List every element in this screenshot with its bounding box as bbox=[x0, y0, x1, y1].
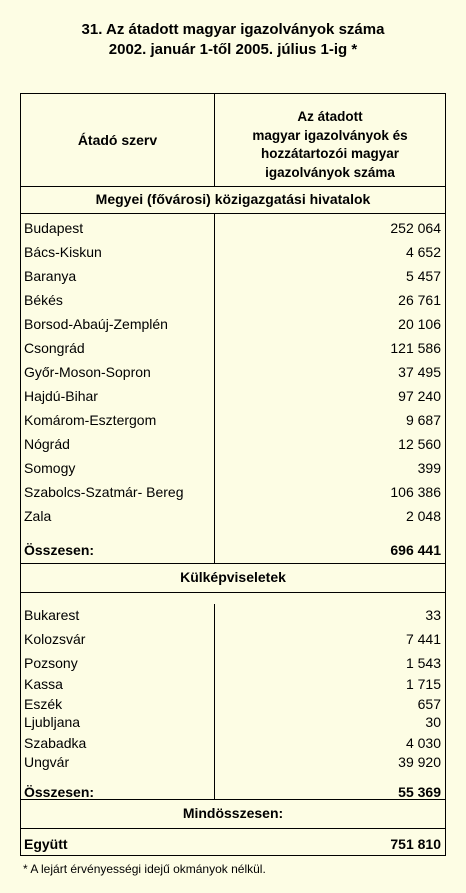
row-value: 20 106 bbox=[398, 316, 441, 332]
table-row bbox=[21, 713, 445, 731]
row-divider bbox=[21, 592, 445, 593]
grand-total-row bbox=[21, 835, 445, 853]
row-value: 252 064 bbox=[390, 220, 441, 236]
table-row bbox=[21, 411, 445, 429]
row-name: Ungvár bbox=[24, 754, 70, 770]
header-col-count-line: magyar igazolványok és bbox=[252, 127, 408, 143]
table-row bbox=[21, 695, 445, 713]
row-name: Nógrád bbox=[24, 436, 70, 452]
table-row bbox=[21, 267, 445, 285]
row-name: Somogy bbox=[24, 460, 76, 476]
county-total-row bbox=[21, 541, 445, 559]
column-divider bbox=[214, 94, 215, 186]
row-value: 37 495 bbox=[398, 364, 441, 380]
row-value: 4 030 bbox=[405, 735, 441, 751]
row-value: 55 369 bbox=[398, 784, 441, 800]
row-name: Szabadka bbox=[24, 735, 87, 751]
abroad-total-row bbox=[21, 783, 445, 801]
row-name: Borsod-Abaúj-Zemplén bbox=[24, 316, 168, 332]
row-divider bbox=[21, 563, 445, 564]
row-value: 12 560 bbox=[398, 436, 441, 452]
table-row bbox=[21, 339, 445, 357]
header-col-count-line: Az átadott bbox=[297, 109, 363, 124]
table-row bbox=[21, 654, 445, 672]
row-value: 657 bbox=[417, 696, 441, 712]
row-name: Kassa bbox=[24, 676, 63, 692]
table-row bbox=[21, 675, 445, 693]
section-grand-total: Mindösszesen: bbox=[182, 805, 284, 821]
header-col-count-line: igazolványok száma bbox=[265, 164, 395, 180]
row-value: 5 457 bbox=[405, 268, 441, 284]
row-value: 30 bbox=[425, 714, 441, 730]
row-name: Zala bbox=[24, 508, 52, 524]
row-value: 696 441 bbox=[390, 542, 441, 558]
row-name: Bács-Kiskun bbox=[24, 244, 102, 260]
table-row bbox=[21, 243, 445, 261]
row-value: 4 652 bbox=[405, 244, 441, 260]
table-title-line2: 2002. január 1-től 2005. július 1-ig * bbox=[108, 41, 358, 58]
row-value: 26 761 bbox=[398, 292, 441, 308]
row-value: 751 810 bbox=[390, 836, 441, 852]
table-row bbox=[21, 219, 445, 237]
row-value: 1 543 bbox=[405, 655, 441, 671]
data-table bbox=[20, 93, 446, 856]
row-name: Békés bbox=[24, 292, 63, 308]
row-name: Szabolcs-Szatmár- Bereg bbox=[24, 484, 184, 500]
row-name: Csongrád bbox=[24, 340, 85, 356]
table-title-line1: 31. Az átadott magyar igazolványok száma bbox=[81, 21, 385, 38]
row-name: Baranya bbox=[24, 268, 77, 284]
table-row bbox=[21, 435, 445, 453]
section-county-offices: Megyei (fővárosi) közigazgatási hivatalok bbox=[95, 191, 371, 207]
table-row bbox=[21, 363, 445, 381]
row-name: Együtt bbox=[24, 836, 68, 852]
row-divider bbox=[21, 186, 445, 187]
table-row bbox=[21, 630, 445, 648]
row-name: Eszék bbox=[24, 696, 63, 712]
section-consulates: Külképviseletek bbox=[180, 569, 286, 585]
row-name: Pozsony bbox=[24, 655, 78, 671]
row-value: 399 bbox=[417, 460, 441, 476]
row-value: 33 bbox=[425, 607, 441, 623]
footnote: * A lejárt érvényességi idejű okmányok nélkül. bbox=[23, 862, 266, 876]
table-row bbox=[21, 483, 445, 501]
row-value: 2 048 bbox=[405, 508, 441, 524]
table-row bbox=[21, 734, 445, 752]
row-divider bbox=[21, 828, 445, 829]
table-row bbox=[21, 291, 445, 309]
table-row bbox=[21, 753, 445, 771]
row-name: Komárom-Esztergom bbox=[24, 412, 157, 428]
row-value: 1 715 bbox=[405, 676, 441, 692]
row-value: 106 386 bbox=[390, 484, 441, 500]
table-row bbox=[21, 387, 445, 405]
row-name: Bukarest bbox=[24, 607, 80, 623]
header-col-count-line: hozzátartozói magyar bbox=[260, 146, 400, 161]
row-name: Összesen: bbox=[24, 784, 95, 800]
row-name: Ljubljana bbox=[24, 714, 81, 730]
row-name: Győr-Moson-Sopron bbox=[24, 364, 151, 380]
row-value: 9 687 bbox=[405, 412, 441, 428]
row-value: 39 920 bbox=[398, 754, 441, 770]
row-value: 121 586 bbox=[390, 340, 441, 356]
table-row bbox=[21, 459, 445, 477]
row-divider bbox=[21, 213, 445, 214]
row-name: Budapest bbox=[24, 220, 84, 236]
row-value: 7 441 bbox=[405, 631, 441, 647]
row-name: Hajdú-Bihar bbox=[24, 388, 98, 404]
header-col-issuer: Átadó szerv bbox=[77, 132, 158, 148]
table-row bbox=[21, 315, 445, 333]
row-name: Kolozsvár bbox=[24, 631, 86, 647]
table-row bbox=[21, 606, 445, 624]
header-col-count bbox=[215, 108, 445, 182]
table-row bbox=[21, 507, 445, 525]
row-value: 97 240 bbox=[398, 388, 441, 404]
row-name: Összesen: bbox=[24, 542, 95, 558]
